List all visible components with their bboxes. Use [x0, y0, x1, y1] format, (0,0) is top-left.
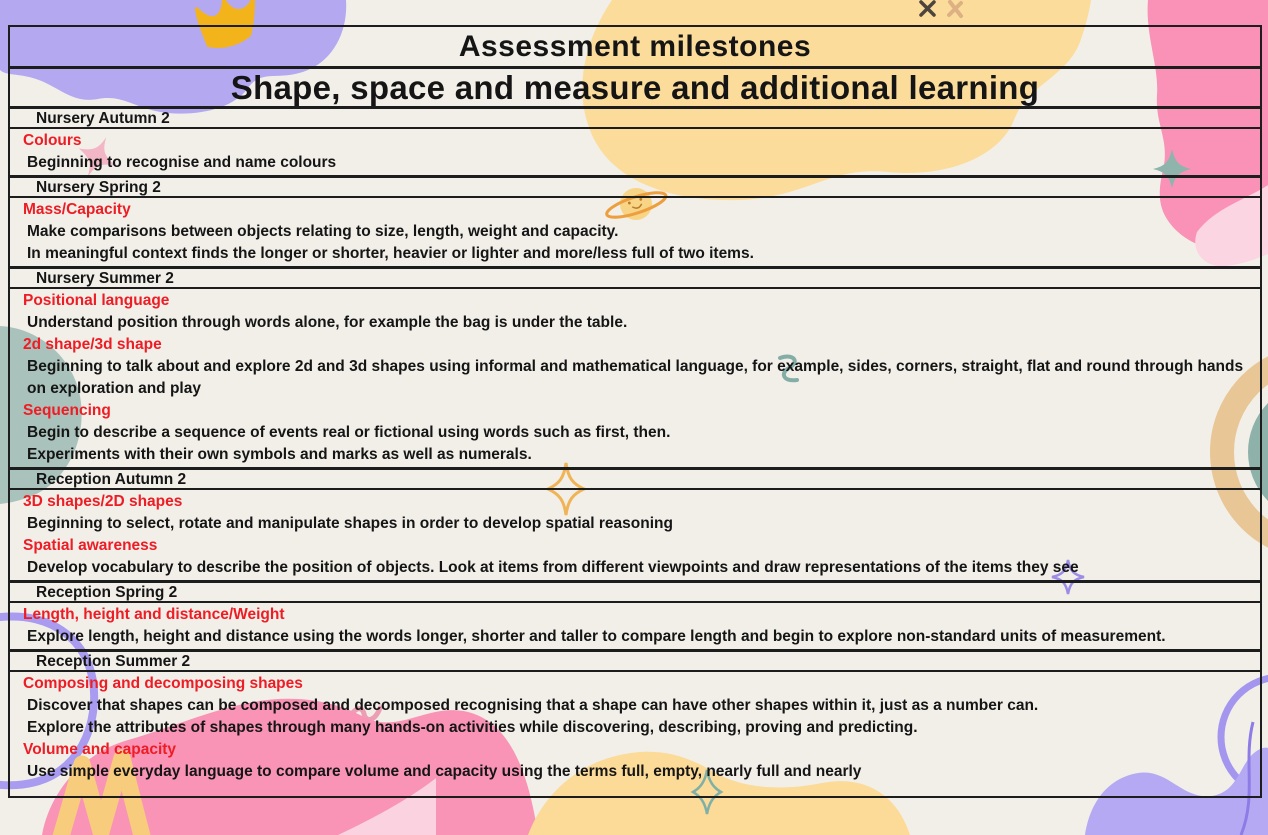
term-row: Reception Spring 2	[10, 582, 1260, 603]
milestone-heading: Length, height and distance/Weight	[23, 606, 285, 623]
page-title: Assessment milestones	[10, 27, 1260, 68]
term-row: Nursery Summer 2	[10, 268, 1260, 289]
milestone-line: Discover that shapes can be composed and decomposed recognising that a shape can have other shapes within it, just as a number can.	[27, 697, 1039, 714]
milestone-row	[10, 490, 1260, 582]
milestone-line: Explore length, height and distance using the words longer, shorter and taller to compare length and begin to explore non-standard units of measurement.	[27, 628, 1166, 645]
milestone-row	[10, 672, 1260, 796]
milestone-row	[10, 129, 1260, 177]
milestone-heading: Mass/Capacity	[23, 201, 131, 218]
milestone-heading: 2d shape/3d shape	[23, 336, 162, 353]
milestone-heading: Composing and decomposing shapes	[23, 675, 303, 692]
milestone-row	[10, 198, 1260, 268]
milestone-line: Experiments with their own symbols and marks as well as numerals.	[27, 446, 532, 463]
milestone-line: Develop vocabulary to describe the position of objects. Look at items from different viewpoints and draw representations of the items they see	[27, 559, 1079, 576]
milestone-heading: Volume and capacity	[23, 741, 177, 758]
term-row: Reception Autumn 2	[10, 469, 1260, 490]
milestone-heading: Positional language	[23, 292, 170, 309]
milestone-row	[10, 603, 1260, 651]
milestone-line: Beginning to select, rotate and manipulate shapes in order to develop spatial reasoning	[27, 515, 673, 532]
term-row: Nursery Autumn 2	[10, 108, 1260, 129]
milestone-line: Begin to describe a sequence of events real or fictional using words such as first, then.	[27, 424, 671, 441]
milestone-line: Beginning to talk about and explore 2d and 3d shapes using informal and mathematical language, for example, sides, corners, straight, flat and round through hands on exploration and play	[27, 358, 1244, 397]
milestone-heading: 3D shapes/2D shapes	[23, 493, 183, 510]
milestone-line: Make comparisons between objects relating to size, length, weight and capacity.	[27, 223, 619, 240]
milestone-heading: Colours	[23, 132, 82, 149]
milestone-line: Beginning to recognise and name colours	[27, 154, 337, 171]
term-row: Nursery Spring 2	[10, 177, 1260, 198]
milestone-line: Understand position through words alone, for example the bag is under the table.	[27, 314, 628, 331]
milestone-line: Explore the attributes of shapes through many hands-on activities while discovering, describing, proving and predicting.	[27, 719, 918, 736]
milestone-line: Use simple everyday language to compare volume and capacity using the terms full, empty, nearly full and nearly	[27, 763, 862, 780]
term-row: Reception Summer 2	[10, 651, 1260, 672]
milestone-heading: Sequencing	[23, 402, 111, 419]
milestone-heading: Spatial awareness	[23, 537, 158, 554]
milestone-line: In meaningful context finds the longer or shorter, heavier or lighter and more/less full of two items.	[27, 245, 754, 262]
page-subtitle: Shape, space and measure and additional learning	[10, 68, 1260, 108]
milestones-table	[8, 25, 1262, 798]
milestone-row	[10, 289, 1260, 469]
milestone-rows	[10, 108, 1260, 796]
